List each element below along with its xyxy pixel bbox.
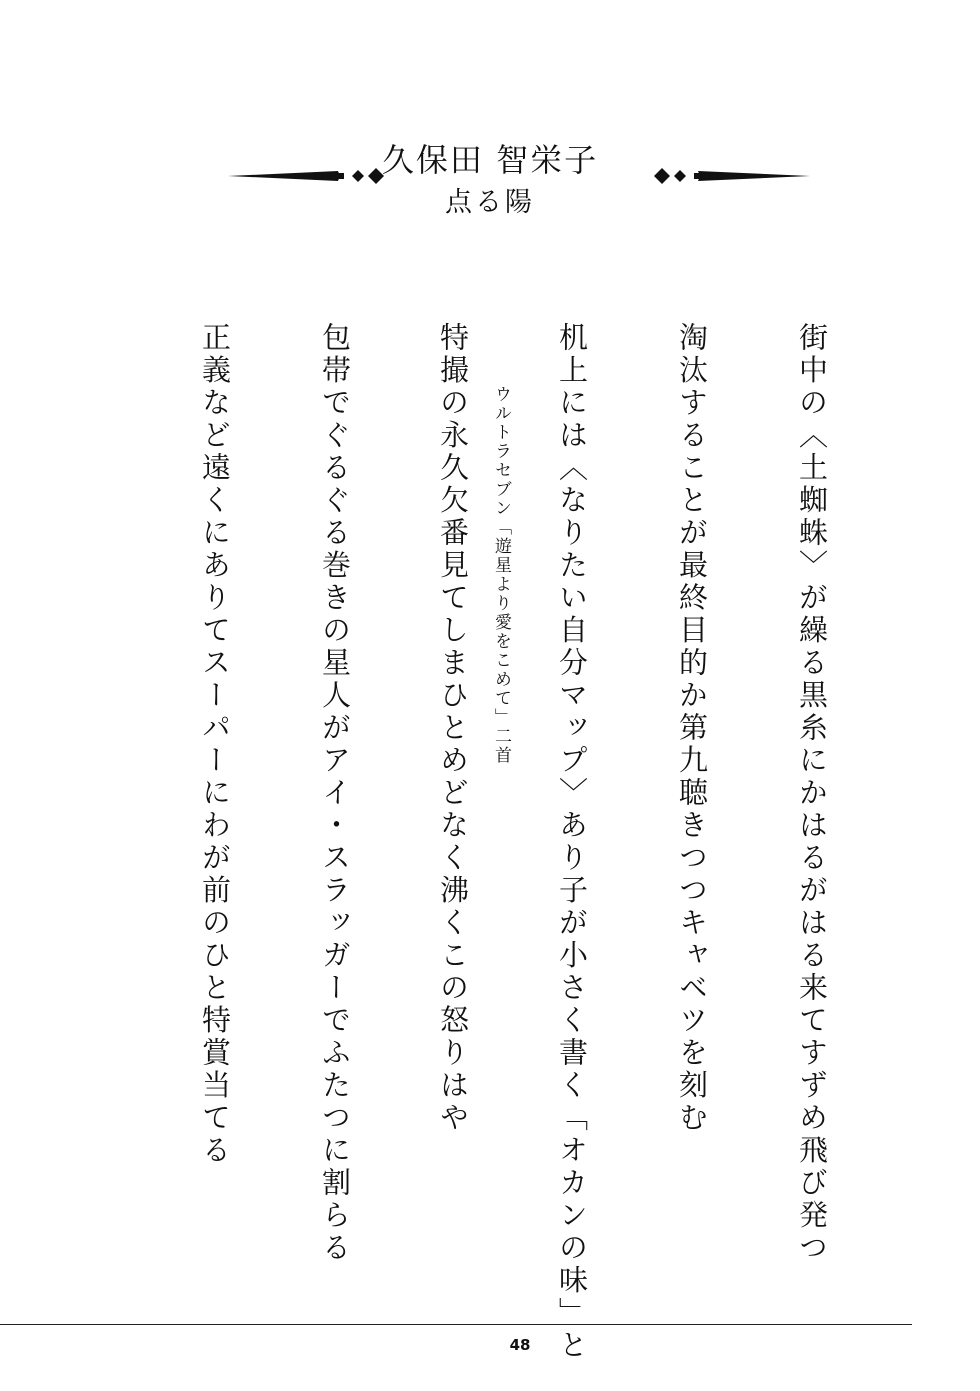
poem-line-3: 机上には〈なりたい自分マップ〉あり子が小さく書く「オカンの味」と <box>555 322 589 1362</box>
poem-title: 点る陽 <box>445 187 535 218</box>
poem-line-6: 正義など遠くにありてスーパーにわが前のひと特賞当てる <box>198 322 232 1167</box>
author-name: 久保田 智栄子 <box>381 141 599 179</box>
poem-line-2: 淘汰することが最終目的か第九聴きつつキャベツを刻む <box>675 322 709 1135</box>
page-number: 48 <box>509 1336 531 1354</box>
poem-line-4: 特撮の永久欠番見てしまひとめどなく沸くこの怒りはや <box>436 322 470 1135</box>
poem-line-5: 包帯でぐるぐる巻きの星人がアイ・スラッガーでふたつに割らる <box>318 322 352 1265</box>
poem-line-1: 街中の〈土蜘蛛〉が繰る黒糸にかはるがはる来てすずめ飛び発つ <box>795 322 829 1265</box>
footer-rule <box>0 1324 912 1325</box>
poem-note: ウルトラセブン「遊星より愛をこめて」二首 <box>491 385 511 765</box>
